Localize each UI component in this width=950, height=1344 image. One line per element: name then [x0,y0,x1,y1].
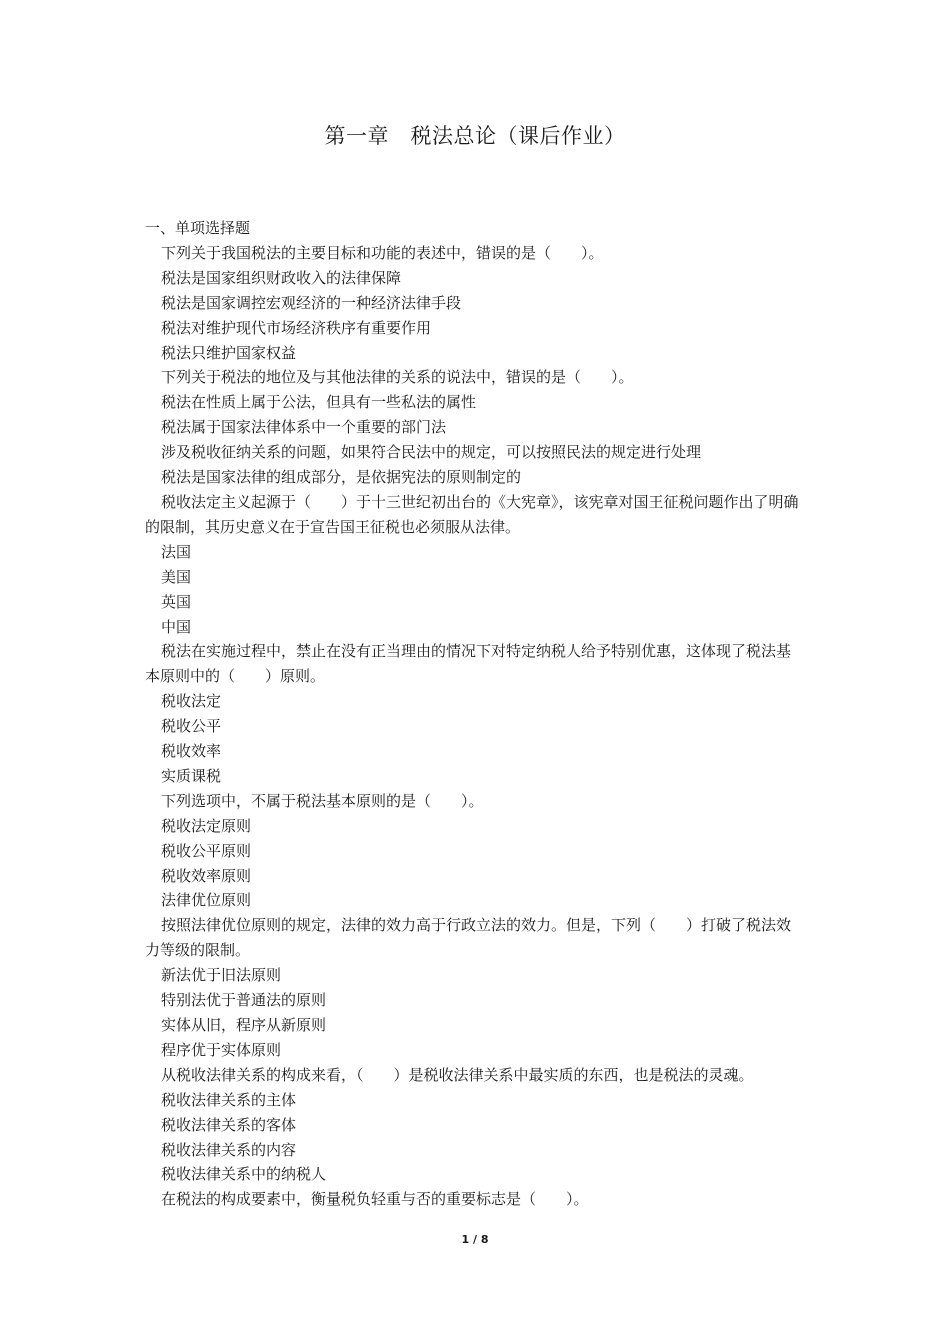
question-list [145,241,805,1212]
text-line: 美国 [161,567,192,586]
text-line: 新法优于旧法原则 [161,966,282,985]
text-line: 税收法律关系的内容 [161,1140,297,1159]
section-heading: 一、单项选择题 [145,219,251,237]
text-line: 程序优于实体原则 [161,1040,282,1059]
text-line: 涉及税收征纳关系的问题，如果符合民法中的规定，可以按照民法的规定进行处理 [161,443,702,462]
text-line: 实体从旧，程序从新原则 [161,1016,327,1034]
text-line: 税法属于国家法律体系中一个重要的部门法 [161,418,447,437]
text-line: 法律优位原则 [161,891,252,910]
text-line: 下列关于税法的地位及与其他法律的关系的说法中，错误的是（ ）。 [161,368,634,387]
text-line: 法国 [161,542,192,561]
text-line: 税收公平 [161,717,222,736]
text-line: 从税收法律关系的构成来看，（ ）是税收法律关系中最实质的东西，也是税法的灵魂。 [161,1065,754,1084]
text-line: 税收法定主义起源于（ ）于十三世纪初出台的《大宪章》，该宪章对国王征税问题作出了明确的限制，其历史意义在于宣告国王征税也必须服从法律。 [145,492,799,536]
text-line: 中国 [161,617,192,636]
text-line: 税法是国家调控宏观经济的一种经济法律手段 [161,293,462,312]
text-line: 税收效率原则 [161,866,252,885]
text-line: 税法在性质上属于公法，但具有一些私法的属性 [161,393,477,412]
text-line: 税法在实施过程中，禁止在没有正当理由的情况下对特定纳税人给予特别优惠，这体现了税法基本原则中的（ ）原则。 [145,642,792,686]
text-line: 税法是国家法律的组成部分，是依据宪法的原则制定的 [161,468,522,487]
text-line: 税收公平原则 [161,841,252,860]
text-line: 税收法定 [161,692,222,711]
text-line: 按照法律优位原则的规定，法律的效力高于行政立法的效力。但是，下列（ ）打破了税法效力等级的限制。 [145,916,792,960]
text-line: 税收法定原则 [161,816,252,835]
page-indicator: 1 / 8 [461,1233,489,1246]
text-line: 英国 [161,592,192,611]
text-line: 在税法的构成要素中，衡量税负轻重与否的重要标志是（ ）。 [161,1190,589,1209]
text-line: 特别法优于普通法的原则 [161,991,327,1010]
text-line: 下列选项中，不属于税法基本原则的是（ ）。 [161,791,484,810]
text-line: 税收效率 [161,742,222,761]
text-line: 税法是国家组织财政收入的法律保障 [161,268,402,287]
document-body [145,216,805,1212]
text-line: 下列关于我国税法的主要目标和功能的表述中，错误的是（ ）。 [161,243,604,262]
text-line: 税法对维护现代市场经济秩序有重要作用 [161,318,432,337]
text-line: 实质课税 [161,766,222,785]
text-line: 税收法律关系中的纳税人 [161,1165,327,1184]
text-line: 税收法律关系的客体 [161,1115,297,1134]
document-title: 第一章 税法总论（课后作业） [324,124,626,148]
text-line: 税法只维护国家权益 [161,343,297,362]
text-line: 税收法律关系的主体 [161,1090,297,1109]
